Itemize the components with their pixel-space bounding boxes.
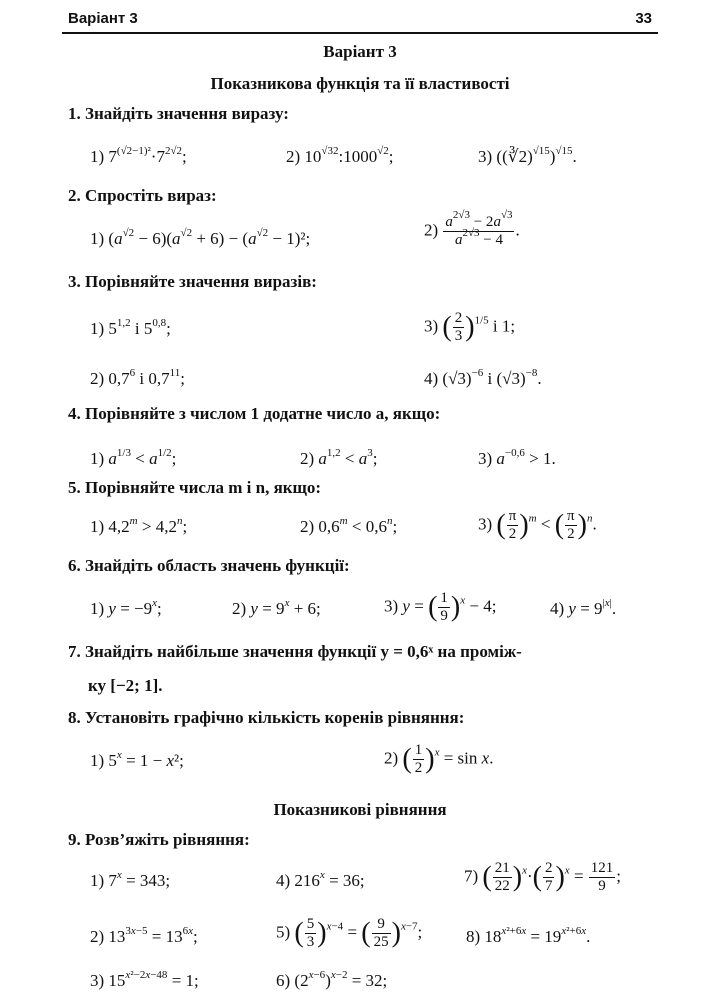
expression-6-1: 1) $y = -9^x$; xyxy=(90,597,162,618)
task-number: 4. xyxy=(68,404,81,423)
equation-9-8: 8) $18^{x^2+6x} = 19^{x^2+6x}$. xyxy=(466,925,591,946)
task-6 xyxy=(68,556,350,576)
task-text: Знайдіть область значень функції: xyxy=(85,556,350,575)
task-text: Установіть графічно кількість коренів рівняння: xyxy=(85,708,465,727)
expression-5-3: 3) ( $\frac{\pi}{2}$ )$^m$ < ( $\frac{\pi}{2}$ )$^n$. xyxy=(478,508,597,543)
task-number: 2. xyxy=(68,186,81,205)
task-7-continuation: ку [−2; 1]. xyxy=(88,676,163,695)
task-number: 5. xyxy=(68,478,81,497)
task-text: Знайдіть найбільше значення функції y = 0,6ˣ на проміж- xyxy=(85,642,522,661)
expression-3-2: 2) $0,7^6$ і $0,7^{11}$; xyxy=(90,367,185,388)
equation-9-6: 6) $(2^{x-6})^{x-2} = 32$; xyxy=(276,969,388,990)
section-title-exponential-function: Показникова функція та її властивості xyxy=(210,74,510,93)
task-number: 3. xyxy=(68,272,81,291)
task-text: Розв’яжіть рівняння: xyxy=(85,830,250,849)
running-header-title: Варіант 3 xyxy=(68,10,138,27)
equation-9-7: 7) ( $\frac{21}{22}$ )$^x$·( $\frac{2}{7}$ )$^x$ = $\frac{121}{9}$ ; xyxy=(464,860,622,895)
task-text: Порівняйте числа m і n, якщо: xyxy=(85,478,322,497)
expression-6-3: 3) y = ( $\frac{1}{9}$ )$^x$ − 4; xyxy=(384,590,497,625)
expression-8-1: 1) $5^x = 1 - x^2$; xyxy=(90,749,184,770)
task-2 xyxy=(68,186,217,206)
task-text: Спростіть вираз: xyxy=(85,186,217,205)
expression-2-1: 1) $(a^{√2} - 6)(a^{√2} + 6) - (a^{√2} - 1)^2$; xyxy=(90,227,311,248)
task-9 xyxy=(68,830,250,850)
expression-1-3: 3) ((∛2)$^{√15}$)$^{√15}$. xyxy=(478,145,577,166)
task-text: Порівняйте значення виразів: xyxy=(85,272,317,291)
running-header xyxy=(62,6,658,34)
expression-1-1: 1) $7^{(√2-1)^2}\cdot 7^{2√2}$; xyxy=(90,145,187,166)
expression-2-2: 2) $\frac{a^{2√3} - 2a^{√3}}{a^{2√3} - 4}$ . xyxy=(424,209,520,249)
expression-5-1: 1) $4,2^m > 4,2^n$; xyxy=(90,515,188,536)
expression-3-1: 1) 5$^{1,2}$ і 5$^{0,8}$; xyxy=(90,317,171,338)
expression-3-4: 4) $(√3)^{-6}$ і $(√3)^{-8}$. xyxy=(424,367,542,388)
expression-6-2: 2) $y = 9^x + 6$; xyxy=(232,597,321,618)
task-text: Знайдіть значення виразу: xyxy=(85,104,289,123)
expression-8-2: 2) ( $\frac{1}{2}$ )$^x$ = sin x. xyxy=(384,742,494,777)
task-text: Порівняйте з числом 1 додатне число a, якщо: xyxy=(85,404,441,423)
task-number: 6. xyxy=(68,556,81,575)
section-title-exponential-equations: Показникові рівняння xyxy=(273,800,447,819)
task-8 xyxy=(68,708,464,728)
task-number: 1. xyxy=(68,104,81,123)
page-number: 33 xyxy=(635,10,652,27)
task-1 xyxy=(68,104,289,124)
equation-9-2: 2) $13^{3x-5} = 13^{6x}$; xyxy=(90,925,198,946)
equation-9-5: 5) ( $\frac{5}{3}$ )$^{x-4}$ = ( $\frac{9}{25}$ )$^{x-7}$; xyxy=(276,916,423,951)
expression-4-1: 1) $a^{1/3} < a^{1/2}$; xyxy=(90,447,177,468)
task-number: 7. xyxy=(68,642,81,661)
expression-6-4: 4) $y = 9^{|x|}$. xyxy=(550,597,617,618)
task-3 xyxy=(68,272,317,292)
expression-4-3: 3) $a^{-0,6} > 1$. xyxy=(478,447,556,468)
equation-9-4: 4) $216^x = 36$; xyxy=(276,869,365,890)
equation-9-1: 1) $7^x = 343$; xyxy=(90,869,171,890)
expression-3-3: 3) ( $\frac{2}{3}$ )$^{1/5}$ і 1; xyxy=(424,310,516,345)
task-7 xyxy=(68,642,658,662)
task-5 xyxy=(68,478,321,498)
expression-5-2: 2) $0,6^m < 0,6^n$; xyxy=(300,515,398,536)
expression-4-2: 2) $a^{1,2} < a^3$; xyxy=(300,447,378,468)
variant-title: Варіант 3 xyxy=(323,42,397,61)
equation-9-3: 3) $15^{x^2-2x-48} = 1$; xyxy=(90,969,199,990)
task-4 xyxy=(68,404,440,424)
expression-1-2: 2) $10^{√32}:1000^{√2}$; xyxy=(286,145,394,166)
task-number: 9. xyxy=(68,830,81,849)
task-number: 8. xyxy=(68,708,81,727)
